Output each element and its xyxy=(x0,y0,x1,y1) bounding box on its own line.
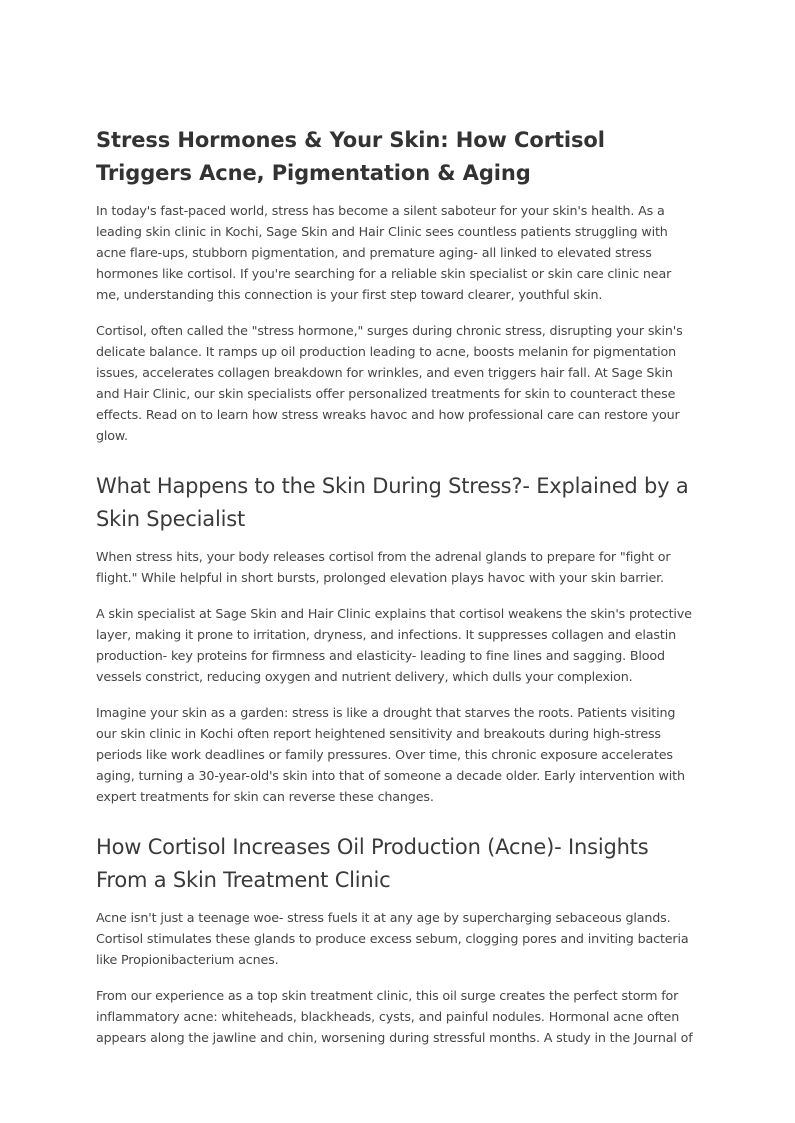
section-paragraph: A skin specialist at Sage Skin and Hair Clinic explains that cortisol weakens the skin's protective layer, making it prone to irritation, dryness, and infections. It suppresses collagen and elastin production- key proteins for firmness and elasticity- leading to fine lines and sagging. Blood vessels constrict, reducing oxygen and nutrient delivery, which dulls your complexion. xyxy=(96,606,692,684)
article-title: Stress Hormones & Your Skin: How Cortisol Triggers Acne, Pigmentation & Aging xyxy=(96,128,605,185)
intro-paragraph: Cortisol, often called the "stress hormone," surges during chronic stress, disrupting your skin's delicate balance. It ramps up oil production leading to acne, boosts melanin for pigmentation issues, accelerates collagen breakdown for wrinkles, and even triggers hair fall. At Sage Skin and Hair Clinic, our skin specialists offer personalized treatments for skin to counteract these effects. Read on to learn how stress wreaks havoc and how professional care can restore your glow. xyxy=(96,323,683,443)
intro-paragraph: In today's fast-paced world, stress has become a silent saboteur for your skin's health. As a leading skin clinic in Kochi, Sage Skin and Hair Clinic sees countless patients struggling with acne flare-ups, stubborn pigmentation, and premature aging- all linked to elevated stress hormones like cortisol. If you're searching for a reliable skin specialist or skin care clinic near me, understanding this connection is your first step toward clearer, youthful skin. xyxy=(96,203,672,302)
article xyxy=(96,124,698,1063)
section-heading-stress-skin: What Happens to the Skin During Stress?- Explained by a Skin Specialist xyxy=(96,474,689,531)
section-heading-cortisol-acne: How Cortisol Increases Oil Production (Acne)- Insights From a Skin Treatment Clinic xyxy=(96,835,649,892)
section-paragraph: Imagine your skin as a garden: stress is like a drought that starves the roots. Patients visiting our skin clinic in Kochi often report heightened sensitivity and breakouts during high-stress periods like work deadlines or family pressures. Over time, this chronic exposure accelerates aging, turning a 30-year-old's skin into that of someone a decade older. Early intervention with expert treatments for skin can reverse these changes. xyxy=(96,705,685,804)
section-paragraph: When stress hits, your body releases cortisol from the adrenal glands to prepare for "fight or flight." While helpful in short bursts, prolonged elevation plays havoc with your skin barrier. xyxy=(96,549,671,585)
section-paragraph: From our experience as a top skin treatment clinic, this oil surge creates the perfect storm for inflammatory acne: whiteheads, blackheads, cysts, and painful nodules. Hormonal acne often appears along the jawline and chin, worsening during stressful months. A study in the Journal of xyxy=(96,988,693,1045)
section-paragraph: Acne isn't just a teenage woe- stress fuels it at any age by supercharging sebaceous glands. Cortisol stimulates these glands to produce excess sebum, clogging pores and inviting bacteria like Propionibacterium acnes. xyxy=(96,910,689,967)
